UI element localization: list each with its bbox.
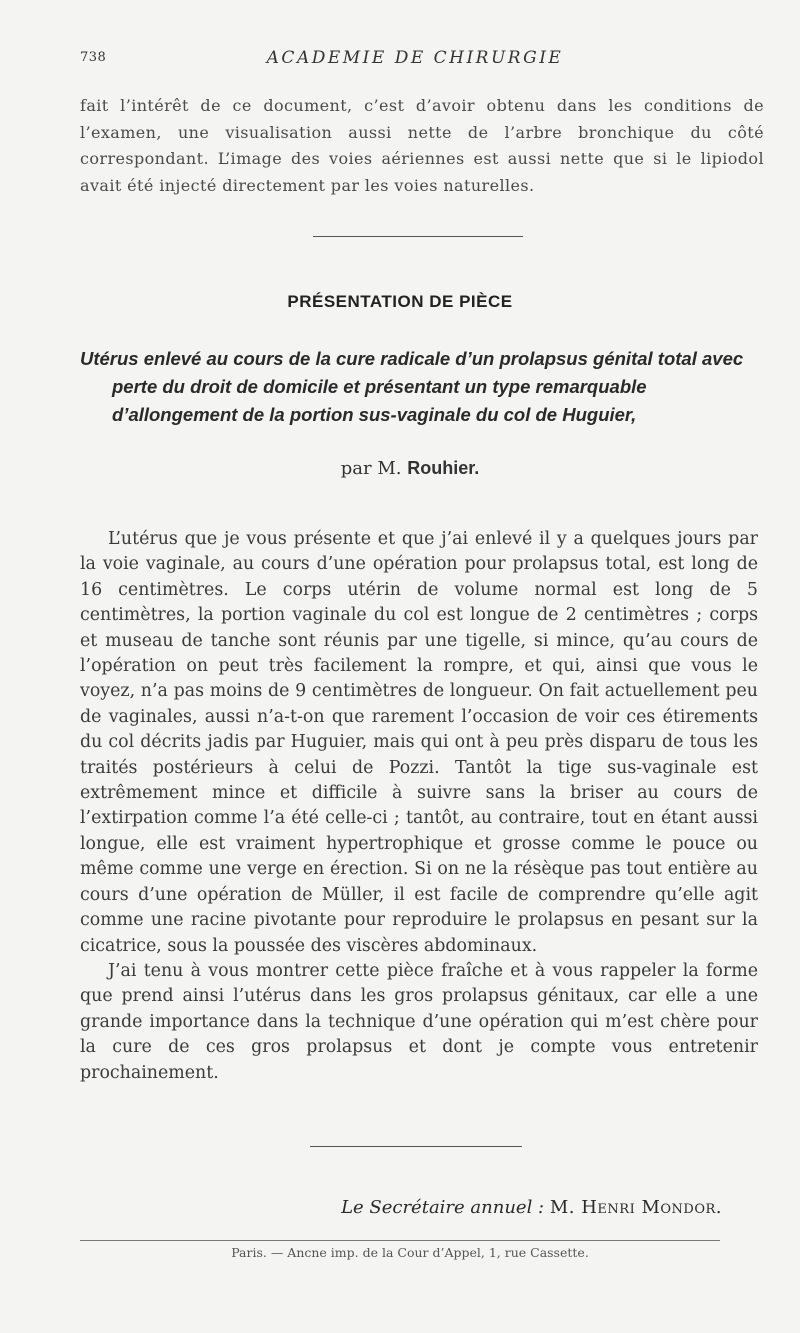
page-number: 738 [80,50,107,65]
article-body [80,527,758,1086]
section-divider-top [313,236,523,237]
printer-imprint: Paris. — Ancne imp. de la Cour d’Appel, 1, rue Cassette. [80,1240,720,1260]
running-head: ACADEMIE DE CHIRURGIE [266,48,564,68]
body-paragraph: L’utérus que je vous présente et que j’ai enlevé il y a quelques jours par la voie vaginale, au cours d’une opération pour prolapsus total, est long de 16 centimètres. Le corps utérin de volume normal est long de 5 centimètres, la portion vaginale du col est longue de 2 centimètres ; corps et museau de tanche sont réunis par une tigelle, si mince, qu’au cours de l’opération on peut très facilement la rompre, et qui, ainsi que vous le voyez, n’a pas moins de 9 centimètres de longueur. On fait actuellement peu de vaginales, aussi n’a-t-on que rarement l’occasion de voir ces étirements du col décrits jadis par Huguier, mais qui ont à peu près disparu de tous les traités postérieurs à celui de Pozzi. Tantôt la tige sus-vaginale est extrêmement mince et difficile à suivre sans la briser au cours de l’extirpation comme l’a été celle-ci ; tantôt, au contraire, tout en étant aussi longue, elle est vraiment hypertrophique et grosse comme le pouce ou même comme une verge en érection. Si on ne la résèque pas tout entière au cours d’une opération de Müller, il est facile de comprendre qu’elle agit comme une racine pivotante pour reproduire le prolapsus en pesant sur la cicatrice, sous la poussée des viscères abdominaux. [80,529,758,956]
article-title-text: Utérus enlevé au cours de la cure radicale d’un prolapsus génital total avec perte du droit de domicile et présentant un type remarquable d’allongement de la portion sus-vaginale du col de Huguier, [80,348,744,425]
signature-role: Le Secrétaire annuel : [341,1197,545,1218]
byline-prefix: par M. [340,458,402,479]
signature-name: M. Henri Mondor. [549,1197,722,1218]
byline [0,458,800,479]
signature-line [341,1197,722,1218]
author-name: Rouhier. [407,458,480,478]
article-title [80,345,770,429]
section-heading: PRÉSENTATION DE PIÈCE [287,292,513,311]
intro-paragraph: fait l’intérêt de ce document, c’est d’avoir obtenu dans les conditions de l’examen, une visualisation aussi nette de l’arbre bronchique du côté correspondant. L’image des voies aériennes est aussi nette que si le lipiodol avait été injecté directement par les voies naturelles. [80,96,764,195]
body-paragraph: J’ai tenu à vous montrer cette pièce fraîche et à vous rappeler la forme que prend ainsi l’utérus dans les gros prolapsus génitaux, car elle a une grande importance dans la technique d’une opération qui m’est chère pour la cure de ces gros prolapsus et dont je compte vous entretenir prochainement. [80,960,758,1083]
section-divider-bottom [310,1146,522,1147]
